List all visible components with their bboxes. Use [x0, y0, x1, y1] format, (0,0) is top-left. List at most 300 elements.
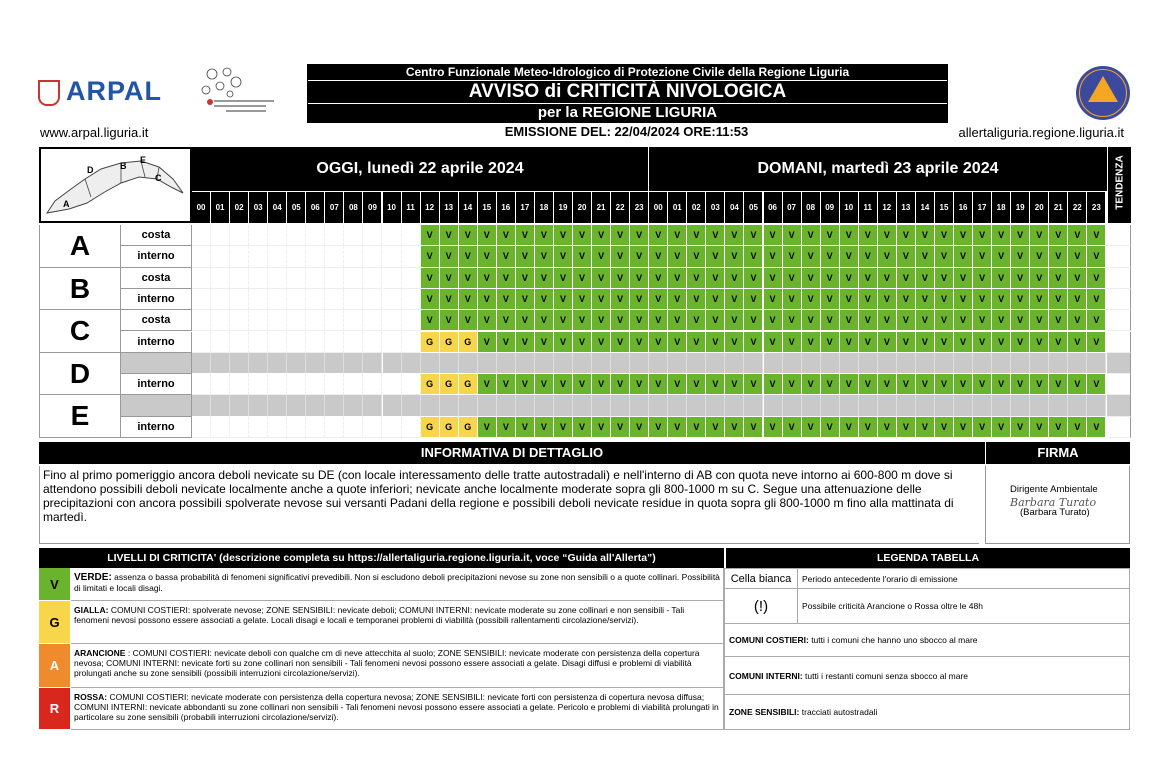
- hour-label: 00: [649, 191, 668, 223]
- hour-level-cell: V: [497, 332, 516, 353]
- hour-level-cell: V: [802, 225, 821, 246]
- hour-level-cell: [1068, 353, 1087, 374]
- hour-label: 14: [459, 191, 478, 223]
- hour-level-cell: [916, 395, 935, 416]
- hour-level-cell: V: [764, 268, 783, 289]
- hour-level-cell: V: [764, 332, 783, 353]
- hour-level-cell: V: [592, 225, 611, 246]
- hour-level-cell: [325, 289, 344, 310]
- hour-level-cell: V: [459, 268, 478, 289]
- hour-level-cell: V: [935, 289, 954, 310]
- hour-level-cell: V: [421, 310, 440, 331]
- hour-level-cell: V: [421, 246, 440, 267]
- hour-level-cell: [764, 395, 783, 416]
- hour-level-cell: [878, 353, 897, 374]
- hour-label: 09: [821, 191, 840, 223]
- hour-level-cell: V: [992, 268, 1011, 289]
- hour-level-cell: [249, 353, 268, 374]
- hour-level-cell: [383, 310, 402, 331]
- hour-level-cell: [211, 332, 230, 353]
- hour-level-cell: [230, 268, 249, 289]
- hour-level-cell: V: [725, 268, 744, 289]
- hour-level-cell: V: [668, 332, 687, 353]
- hour-level-cell: V: [992, 246, 1011, 267]
- zone-b: B: [39, 268, 121, 311]
- hour-level-cell: V: [935, 332, 954, 353]
- map-label-a: A: [63, 199, 70, 209]
- hour-level-cell: V: [802, 417, 821, 438]
- hour-level-cell: [916, 353, 935, 374]
- hour-label: 21: [592, 191, 611, 223]
- hour-level-cell: [821, 395, 840, 416]
- hour-level-cell: [859, 353, 878, 374]
- zone-sector-label: [121, 395, 192, 416]
- hour-level-cell: [268, 417, 287, 438]
- hour-label: 06: [764, 191, 783, 223]
- hour-level-cell: [211, 353, 230, 374]
- hour-level-cell: V: [611, 417, 630, 438]
- hour-level-cell: [287, 268, 306, 289]
- hour-level-cell: V: [897, 374, 916, 395]
- hour-level-cell: V: [783, 332, 802, 353]
- hour-level-cell: [573, 395, 592, 416]
- legend-costieri-label: COMUNI COSTIERI:: [729, 635, 809, 645]
- hour-level-cell: V: [802, 246, 821, 267]
- hour-level-cell: V: [459, 310, 478, 331]
- hour-level-cell: [383, 289, 402, 310]
- hour-level-cell: [287, 353, 306, 374]
- hour-level-cell: [1087, 395, 1106, 416]
- level-text: : COMUNI COSTIERI: nevicate deboli con qualche cm di neve attecchita al suolo; ZONE SENSIBILI: nevicate moderate con persistenza della copertura nevosa; COMUNI INTERNI: nevicate forti su zone collinari non sensibili - Tali fenomeni nevosi possono essere associati a gelate. Disagi diffusi e problemi di viabilità prolungati anche su zone sensibili (possibili interruzioni circolazione/servizi).: [74, 648, 700, 678]
- map-label-d: D: [87, 165, 94, 175]
- hour-level-cell: [230, 417, 249, 438]
- hour-level-cell: [440, 353, 459, 374]
- hour-level-cell: [402, 374, 421, 395]
- hour-level-cell: V: [649, 310, 668, 331]
- level-text: COMUNI COSTIERI: nevicate moderate con persistenza della copertura nevosa; ZONE SENSIBILI: nevicate forti con persistenza di copertura nevosa diffusa; COMUNI INTERNI: nevicate abbondanti su zone collinari non sensibili - Tali fenomeni nevosi possono essere associati a gelate. Pericolo e problemi di viabilità prolungati in particolare su zone sensibili (probabili interruzioni circolazione/servizi).: [74, 692, 719, 722]
- hour-label: 17: [516, 191, 535, 223]
- hour-level-cell: [497, 395, 516, 416]
- hour-level-cell: V: [840, 246, 859, 267]
- hour-level-cell: G: [440, 332, 459, 353]
- hour-level-cell: [192, 417, 211, 438]
- hour-level-cell: V: [611, 310, 630, 331]
- hour-level-cell: [230, 289, 249, 310]
- hour-label: 17: [973, 191, 992, 223]
- hour-level-cell: [211, 374, 230, 395]
- hour-level-cell: V: [859, 246, 878, 267]
- hour-level-cell: V: [744, 246, 763, 267]
- hour-level-cell: [268, 374, 287, 395]
- hour-level-cell: V: [630, 289, 649, 310]
- levels-header: LIVELLI DI CRITICITA' (descrizione completa su https://allertaliguria.regione.liguria.it, voce “Guida all'Allerta”): [39, 548, 724, 568]
- hour-level-cell: [325, 417, 344, 438]
- hour-label: 22: [611, 191, 630, 223]
- hour-level-cell: V: [516, 289, 535, 310]
- hour-level-cell: [325, 353, 344, 374]
- hour-level-cell: [802, 353, 821, 374]
- hour-level-cell: V: [973, 332, 992, 353]
- zone-sector-label: interno: [121, 246, 192, 267]
- hour-level-cell: V: [878, 417, 897, 438]
- hour-level-cell: V: [1011, 268, 1030, 289]
- trend-cell: [1107, 225, 1131, 246]
- hour-level-cell: [611, 353, 630, 374]
- hour-level-cell: V: [573, 289, 592, 310]
- hour-level-cell: [630, 395, 649, 416]
- hour-level-cell: [363, 268, 382, 289]
- hour-level-cell: [383, 332, 402, 353]
- hour-level-cell: V: [611, 332, 630, 353]
- hour-level-cell: V: [992, 310, 1011, 331]
- hour-level-cell: V: [1030, 310, 1049, 331]
- hour-level-cell: V: [440, 310, 459, 331]
- hour-level-cell: [459, 353, 478, 374]
- hour-level-cell: [249, 268, 268, 289]
- zone-c: C: [39, 310, 121, 353]
- hour-level-cell: [1068, 395, 1087, 416]
- hour-level-cell: [230, 374, 249, 395]
- hour-label: 22: [1068, 191, 1087, 223]
- detail-text: Fino al primo pomeriggio ancora deboli nevicate su DE (con locale interessamento delle tratte autostradali) e nell'interno di AB con quota neve intorno ai 600-800 m dove si attendono possibili deboli nevicate localmente anche a quote inferiori; nevicate anche localmente moderate sopra gli 800-1000 m su C. Segue una attenuazione delle precipitazioni con ancora possibili spolverate nevose sui versanti Padani della regione e possibili deboli nevicate residue in quota sopra gli 800-1000 m fino alla mattinata di martedì.: [39, 466, 979, 544]
- hour-level-cell: V: [478, 332, 497, 353]
- hour-level-cell: [344, 289, 363, 310]
- hour-level-cell: V: [1049, 246, 1068, 267]
- hour-level-cell: [706, 353, 725, 374]
- hour-label: 09: [363, 191, 382, 223]
- hour-level-cell: [306, 353, 325, 374]
- hour-level-cell: V: [840, 225, 859, 246]
- hour-level-cell: [268, 353, 287, 374]
- hour-label: 18: [992, 191, 1011, 223]
- hour-level-cell: V: [954, 374, 973, 395]
- hour-level-cell: V: [840, 289, 859, 310]
- hour-label: 05: [287, 191, 306, 223]
- hour-level-cell: [230, 225, 249, 246]
- hour-level-cell: V: [783, 289, 802, 310]
- hour-level-cell: [402, 289, 421, 310]
- legend-sensibili-text: tracciati autostradali: [801, 707, 878, 717]
- trend-cell: [1107, 246, 1131, 267]
- hour-label: 16: [954, 191, 973, 223]
- hour-level-cell: V: [1030, 417, 1049, 438]
- hour-label: 11: [859, 191, 878, 223]
- legend-white-cell: Cella bianca: [724, 568, 798, 589]
- hour-level-cell: V: [1011, 417, 1030, 438]
- hour-level-cell: V: [1030, 374, 1049, 395]
- trend-cell: [1107, 289, 1131, 310]
- hour-level-cell: [592, 353, 611, 374]
- hour-level-cell: V: [1030, 332, 1049, 353]
- hour-level-cell: V: [668, 374, 687, 395]
- hour-level-cell: V: [611, 289, 630, 310]
- hour-level-cell: [363, 225, 382, 246]
- hour-level-cell: [859, 395, 878, 416]
- hour-level-cell: V: [935, 246, 954, 267]
- hour-level-cell: V: [935, 268, 954, 289]
- hour-level-cell: [192, 246, 211, 267]
- hour-level-cell: V: [859, 225, 878, 246]
- hour-label: 12: [878, 191, 897, 223]
- hour-level-cell: V: [1087, 332, 1106, 353]
- hour-level-cell: V: [706, 225, 725, 246]
- hour-level-cell: [325, 246, 344, 267]
- hour-level-cell: V: [783, 246, 802, 267]
- hour-level-cell: V: [649, 268, 668, 289]
- legend-interni-label: COMUNI INTERNI:: [729, 671, 803, 681]
- hour-level-cell: V: [916, 332, 935, 353]
- hour-level-cell: V: [611, 225, 630, 246]
- trend-cell: [1107, 417, 1131, 438]
- hour-level-cell: [1030, 395, 1049, 416]
- handwritten-signature: Barbara Turato: [1010, 496, 1097, 509]
- hour-level-cell: V: [706, 310, 725, 331]
- hour-level-cell: V: [954, 246, 973, 267]
- hour-level-cell: V: [421, 268, 440, 289]
- hour-level-cell: [402, 268, 421, 289]
- hour-level-cell: V: [935, 374, 954, 395]
- hour-level-cell: V: [630, 310, 649, 331]
- legend-excl-desc: Possibile criticità Arancione o Rossa oltre le 48h: [798, 589, 1130, 624]
- hour-level-cell: V: [954, 225, 973, 246]
- hour-level-cell: V: [687, 374, 706, 395]
- hour-level-cell: V: [1011, 246, 1030, 267]
- hour-level-cell: V: [592, 332, 611, 353]
- hour-level-cell: [478, 395, 497, 416]
- hour-level-cell: V: [440, 289, 459, 310]
- hour-label: 07: [325, 191, 344, 223]
- hour-level-cell: [363, 374, 382, 395]
- hour-label: 00: [192, 191, 211, 223]
- hour-level-cell: V: [668, 225, 687, 246]
- hour-level-cell: V: [516, 246, 535, 267]
- hour-level-cell: V: [535, 417, 554, 438]
- hour-level-cell: V: [1011, 289, 1030, 310]
- hour-level-cell: [535, 395, 554, 416]
- hour-level-cell: V: [859, 289, 878, 310]
- hour-level-cell: V: [592, 268, 611, 289]
- hour-level-cell: V: [897, 417, 916, 438]
- hour-level-cell: V: [744, 417, 763, 438]
- hour-level-cell: V: [802, 310, 821, 331]
- hour-level-cell: V: [497, 374, 516, 395]
- hour-level-cell: V: [878, 225, 897, 246]
- hour-level-cell: [935, 353, 954, 374]
- hour-level-cell: V: [954, 417, 973, 438]
- zone-sector-label: [121, 353, 192, 374]
- hour-level-cell: [192, 332, 211, 353]
- hour-level-cell: V: [1030, 246, 1049, 267]
- hour-level-cell: G: [440, 374, 459, 395]
- hour-level-cell: V: [783, 310, 802, 331]
- hour-level-cell: [935, 395, 954, 416]
- hour-level-cell: [344, 417, 363, 438]
- signer-role: Dirigente Ambientale: [1010, 484, 1098, 495]
- hour-level-cell: V: [535, 374, 554, 395]
- hour-level-cell: V: [554, 310, 573, 331]
- hour-level-cell: V: [973, 310, 992, 331]
- hour-level-cell: [344, 225, 363, 246]
- hour-level-cell: V: [497, 225, 516, 246]
- hour-level-cell: [192, 225, 211, 246]
- hour-level-cell: [230, 310, 249, 331]
- hour-level-cell: [992, 353, 1011, 374]
- hour-level-cell: V: [764, 225, 783, 246]
- arpal-logo: [38, 76, 162, 107]
- hour-level-cell: V: [821, 374, 840, 395]
- hour-level-cell: V: [687, 225, 706, 246]
- hour-level-cell: [325, 310, 344, 331]
- hour-level-cell: V: [573, 225, 592, 246]
- hour-level-cell: V: [497, 246, 516, 267]
- hour-level-cell: V: [725, 225, 744, 246]
- hour-level-cell: V: [973, 268, 992, 289]
- hour-level-cell: [897, 395, 916, 416]
- hour-level-cell: V: [859, 310, 878, 331]
- hour-level-cell: [802, 395, 821, 416]
- hour-level-cell: V: [535, 289, 554, 310]
- hour-level-cell: V: [440, 246, 459, 267]
- hour-label: 19: [554, 191, 573, 223]
- hour-level-cell: [706, 395, 725, 416]
- hour-level-cell: V: [764, 246, 783, 267]
- hour-level-cell: V: [554, 332, 573, 353]
- hour-level-cell: [383, 268, 402, 289]
- hour-label: 15: [935, 191, 954, 223]
- hour-level-cell: [668, 395, 687, 416]
- hour-level-cell: V: [668, 310, 687, 331]
- hour-level-cell: V: [821, 332, 840, 353]
- hour-level-cell: [878, 395, 897, 416]
- hour-level-cell: V: [554, 289, 573, 310]
- hour-level-cell: V: [649, 374, 668, 395]
- hour-level-cell: G: [421, 374, 440, 395]
- hour-level-cell: V: [592, 417, 611, 438]
- hour-level-cell: V: [859, 374, 878, 395]
- hour-level-cell: V: [1087, 374, 1106, 395]
- hour-level-cell: [287, 374, 306, 395]
- hour-label: 16: [497, 191, 516, 223]
- hour-level-cell: [249, 417, 268, 438]
- hour-level-cell: V: [630, 225, 649, 246]
- hour-level-cell: [402, 332, 421, 353]
- hour-level-cell: V: [859, 268, 878, 289]
- hour-level-cell: V: [1087, 289, 1106, 310]
- hour-level-cell: [744, 395, 763, 416]
- hour-label: 11: [402, 191, 421, 223]
- hour-level-cell: V: [535, 310, 554, 331]
- hour-level-cell: V: [783, 268, 802, 289]
- hour-level-cell: V: [1030, 289, 1049, 310]
- allerta-site-link[interactable]: allertaliguria.regione.liguria.it: [958, 125, 1124, 140]
- hour-level-cell: V: [916, 268, 935, 289]
- hour-level-cell: V: [973, 417, 992, 438]
- arpal-site-link[interactable]: www.arpal.liguria.it: [40, 125, 149, 140]
- hour-level-cell: V: [706, 289, 725, 310]
- hour-level-cell: [287, 225, 306, 246]
- hour-level-cell: V: [478, 417, 497, 438]
- hour-level-cell: V: [687, 289, 706, 310]
- level-name: GIALLA:: [74, 605, 109, 615]
- hour-level-cell: [268, 289, 287, 310]
- hour-level-cell: [268, 225, 287, 246]
- zone-sector-label: interno: [121, 332, 192, 353]
- hour-level-cell: V: [764, 374, 783, 395]
- hour-level-cell: V: [1049, 268, 1068, 289]
- hour-label: 01: [211, 191, 230, 223]
- level-name: ROSSA:: [74, 692, 108, 702]
- hour-level-cell: V: [935, 225, 954, 246]
- hour-level-cell: [402, 417, 421, 438]
- hour-level-cell: [821, 353, 840, 374]
- signer-name: (Barbara Turato): [1020, 507, 1090, 518]
- trend-header: [1107, 147, 1131, 223]
- hour-level-cell: [573, 353, 592, 374]
- hour-level-cell: [192, 374, 211, 395]
- hour-level-cell: [192, 289, 211, 310]
- hour-level-cell: V: [592, 374, 611, 395]
- hour-level-cell: [363, 310, 382, 331]
- hour-level-cell: [687, 353, 706, 374]
- zone-e: E: [39, 395, 121, 438]
- hour-level-cell: [192, 395, 211, 416]
- hour-level-cell: [306, 310, 325, 331]
- hour-level-cell: V: [916, 310, 935, 331]
- hour-level-cell: V: [744, 310, 763, 331]
- hour-level-cell: V: [630, 268, 649, 289]
- hour-level-cell: [649, 395, 668, 416]
- hour-level-cell: G: [421, 417, 440, 438]
- hour-level-cell: [516, 353, 535, 374]
- hour-level-cell: V: [878, 332, 897, 353]
- hour-level-cell: [287, 246, 306, 267]
- legend-header: LEGENDA TABELLA: [726, 548, 1130, 568]
- hour-level-cell: V: [421, 289, 440, 310]
- hour-level-cell: [992, 395, 1011, 416]
- hour-level-cell: [211, 395, 230, 416]
- hour-level-cell: V: [744, 289, 763, 310]
- day-header-tomorrow: DOMANI, martedì 23 aprile 2024: [649, 147, 1107, 191]
- hour-level-cell: V: [516, 417, 535, 438]
- hour-label: 13: [897, 191, 916, 223]
- level-description: [71, 601, 724, 644]
- hour-label: 08: [802, 191, 821, 223]
- hour-level-cell: V: [992, 289, 1011, 310]
- hour-level-cell: V: [954, 310, 973, 331]
- day-header-today: OGGI, lunedì 22 aprile 2024: [192, 147, 649, 191]
- hour-level-cell: V: [878, 374, 897, 395]
- hour-level-cell: V: [1087, 246, 1106, 267]
- hour-level-cell: V: [497, 289, 516, 310]
- trend-label: TENDENZA: [1114, 155, 1126, 210]
- hour-level-cell: V: [1030, 225, 1049, 246]
- hour-level-cell: [192, 268, 211, 289]
- hour-label: 23: [1087, 191, 1106, 223]
- hour-level-cell: [402, 310, 421, 331]
- legend-interni: [724, 657, 1130, 695]
- hour-level-cell: [230, 395, 249, 416]
- hour-level-cell: V: [897, 310, 916, 331]
- issuer-title: Centro Funzionale Meteo-Idrologico di Protezione Civile della Regione Liguria: [308, 65, 947, 81]
- hour-level-cell: [725, 353, 744, 374]
- hour-level-cell: [249, 310, 268, 331]
- hour-level-cell: V: [783, 417, 802, 438]
- hour-level-cell: V: [554, 268, 573, 289]
- hour-level-cell: V: [706, 332, 725, 353]
- signature-box: [985, 466, 1130, 544]
- hour-level-cell: V: [630, 374, 649, 395]
- hour-label: 03: [249, 191, 268, 223]
